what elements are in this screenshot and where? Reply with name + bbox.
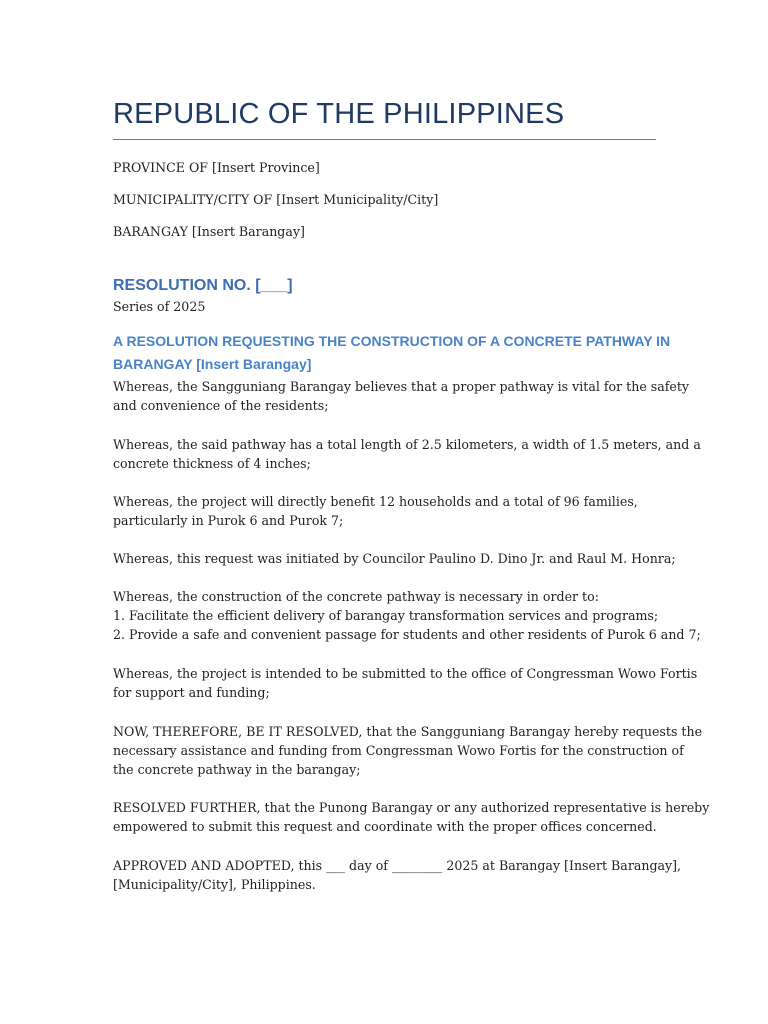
paragraph-line: Whereas, the said pathway has a total length of 2.5 kilometers, a width of 1.5 meters, and a (113, 437, 701, 452)
resolved-further-paragraph (113, 798, 710, 836)
whereas-paragraph-1 (113, 377, 690, 415)
province-line: PROVINCE OF [Insert Province] (113, 160, 320, 175)
resolution-title-line-1: A RESOLUTION REQUESTING THE CONSTRUCTION OF A CONCRETE PATHWAY IN (113, 333, 671, 349)
paragraph-line: particularly in Purok 6 and Purok 7; (113, 513, 344, 528)
paragraph-line: necessary assistance and funding from Congressman Wowo Fortis for the construction of (113, 743, 684, 758)
municipality-line: MUNICIPALITY/CITY OF [Insert Municipality/City] (113, 192, 439, 207)
title-underline (113, 139, 656, 140)
paragraph-line: the concrete pathway in the barangay; (113, 762, 361, 777)
resolved-paragraph (113, 722, 703, 779)
paragraph-line: Whereas, this request was initiated by Councilor Paulino D. Dino Jr. and Raul M. Honra; (113, 551, 676, 566)
paragraph-line: RESOLVED FURTHER, that the Punong Barangay or any authorized representative is hereby (113, 800, 710, 815)
paragraph-line: [Municipality/City], Philippines. (113, 877, 316, 892)
paragraph-line: for support and funding; (113, 685, 270, 700)
paragraph-line: concrete thickness of 4 inches; (113, 456, 311, 471)
resolution-title (113, 330, 671, 376)
paragraph-line: APPROVED AND ADOPTED, this ___ day of ________ 2025 at Barangay [Insert Barangay], (113, 858, 682, 873)
resolution-title-line-2: BARANGAY [Insert Barangay] (113, 356, 312, 372)
resolution-number: RESOLUTION NO. [___] (113, 277, 293, 294)
barangay-line: BARANGAY [Insert Barangay] (113, 224, 305, 239)
whereas-paragraph-2 (113, 435, 701, 473)
paragraph-line: Whereas, the Sangguniang Barangay believes that a proper pathway is vital for the safety (113, 379, 690, 394)
approved-paragraph (113, 856, 682, 894)
whereas-paragraph-6 (113, 664, 698, 702)
document-title: REPUBLIC OF THE PHILIPPINES (113, 98, 565, 130)
whereas-paragraph-5 (113, 587, 701, 644)
paragraph-line: empowered to submit this request and coordinate with the proper offices concerned. (113, 819, 657, 834)
paragraph-line: Whereas, the project will directly benefit 12 households and a total of 96 families, (113, 494, 638, 509)
paragraph-line: NOW, THEREFORE, BE IT RESOLVED, that the Sangguniang Barangay hereby requests the (113, 724, 703, 739)
paragraph-line: Whereas, the construction of the concrete pathway is necessary in order to: (113, 589, 599, 604)
paragraph-line: 2. Provide a safe and convenient passage for students and other residents of Purok 6 and 7; (113, 627, 701, 642)
whereas-paragraph-4 (113, 549, 676, 568)
whereas-paragraph-3 (113, 492, 656, 530)
paragraph-line: 1. Facilitate the efficient delivery of barangay transformation services and programs; (113, 608, 659, 623)
series-line: Series of 2025 (113, 299, 206, 314)
paragraph-line: and convenience of the residents; (113, 398, 329, 413)
paragraph-line: Whereas, the project is intended to be submitted to the office of Congressman Wowo Fortis (113, 666, 698, 681)
